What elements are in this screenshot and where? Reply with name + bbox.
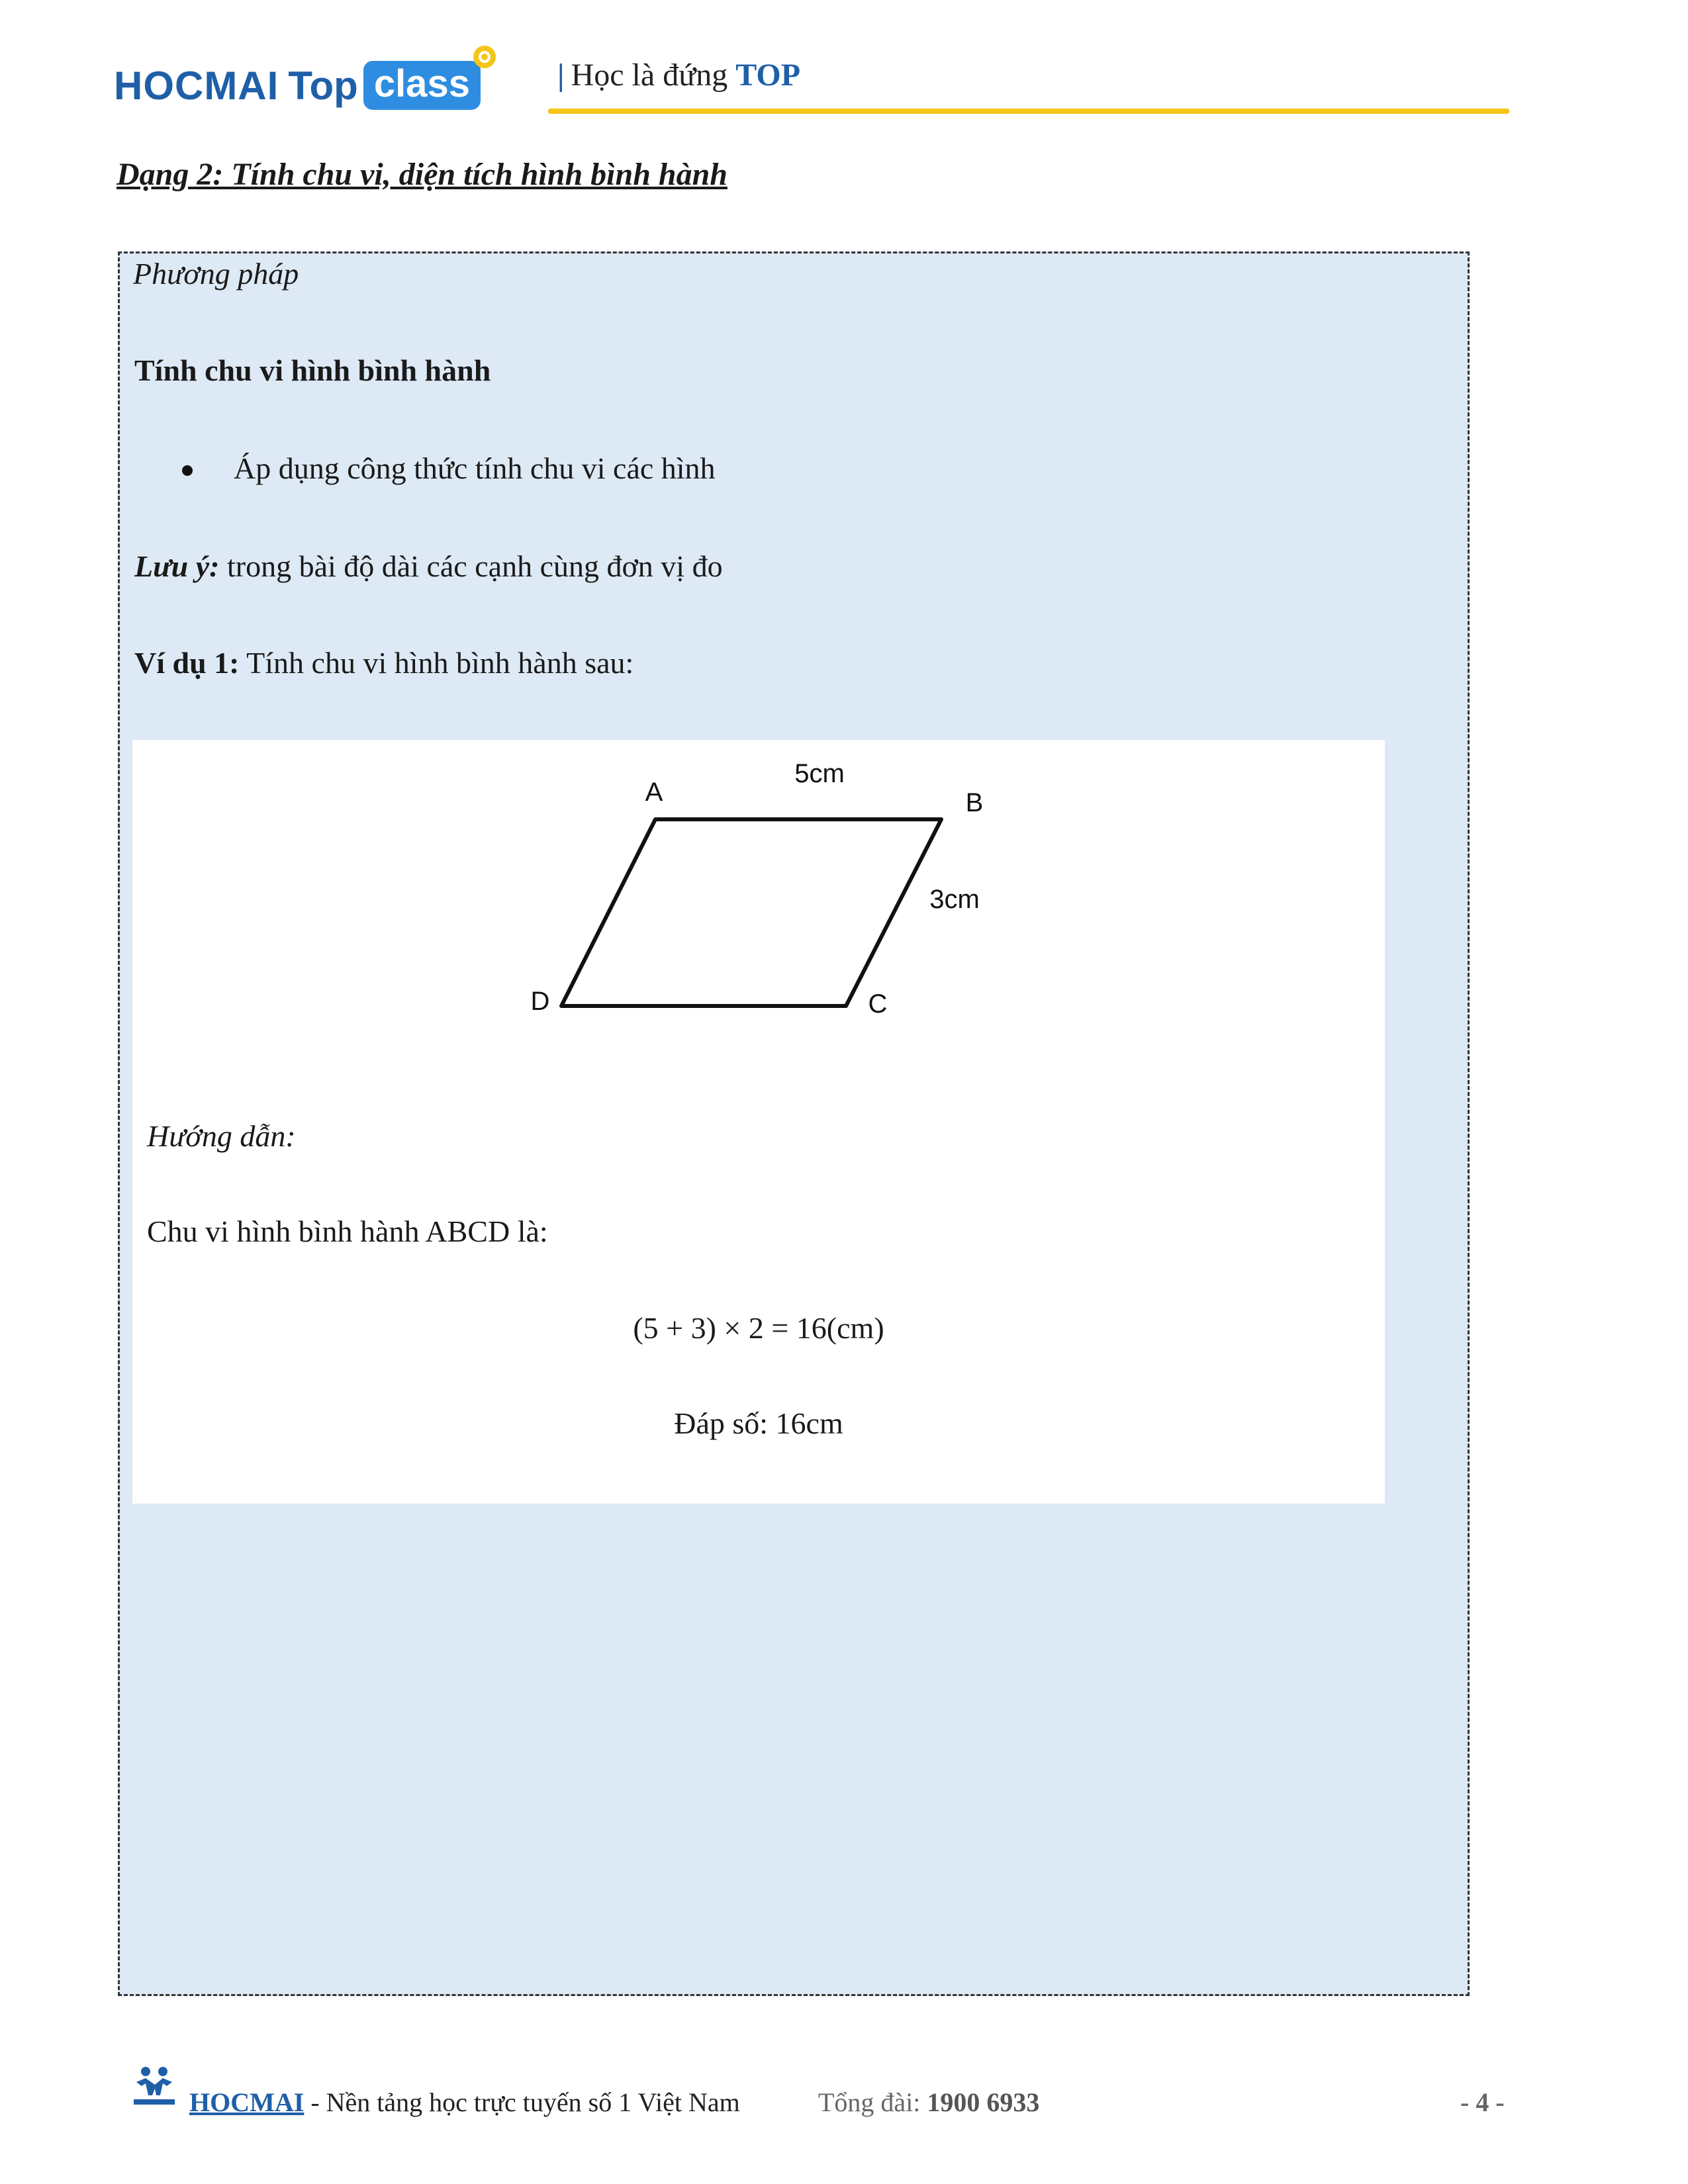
parallelogram-shape [561,819,941,1006]
method-heading: Tính chu vi hình bình hành [134,353,491,387]
side-bc-label: 3cm [929,885,980,914]
solution-formula: (5 + 3) × 2 = 16(cm) [633,1311,884,1345]
parallelogram-figure [132,740,1385,1084]
example-text: Tính chu vi hình bình hành sau: [246,646,634,680]
solution-intro: Chu vi hình bình hành ABCD là: [147,1214,548,1248]
example-label: Ví dụ 1: [134,646,240,680]
footer-brand-link[interactable]: HOCMAI [189,2087,305,2117]
note-line [134,549,723,584]
example-line [134,645,633,680]
section-title: Dạng 2: Tính chu vi, diện tích hình bình hành [117,157,727,192]
vertex-d-label: D [530,987,550,1016]
footer-slogan [189,2087,740,2118]
tagline-prefix: Học là đứng [571,58,728,93]
tagline-divider: | [557,58,565,93]
bullet-item: Áp dụng công thức tính chu vi các hình [234,451,716,485]
tagline-highlight: TOP [735,58,801,93]
note-label: Lưu ý: [134,549,220,583]
hotline-number: 1900 6933 [927,2087,1040,2117]
method-label: Phương pháp [133,257,299,291]
footer-slogan-text: - Nền tảng học trực tuyến số 1 Việt Nam [304,2087,740,2117]
hocmai-footer-logo-icon [131,2065,177,2107]
footer-hotline [818,2087,1039,2118]
vertex-a-label: A [645,778,663,807]
logo-top-text: Top [288,63,358,108]
flower-icon [471,44,498,70]
logo-class-text: class [373,62,470,105]
header-underline [548,109,1509,114]
side-ab-label: 5cm [794,759,845,788]
vertex-c-label: C [868,989,888,1019]
hocmai-topclass-logo [114,56,481,115]
example-panel [132,740,1385,1504]
bullet-dot-icon [182,465,193,476]
vertex-b-label: B [965,788,984,817]
page-number: - 4 - [1460,2087,1505,2117]
logo-class-badge [363,61,481,110]
note-text: trong bài độ dài các cạnh cùng đơn vị đo [226,549,723,583]
solution-answer: Đáp số: 16cm [674,1406,843,1440]
hotline-label: Tổng đài: [818,2087,927,2117]
header-tagline [557,57,800,93]
logo-hocmai-text: HOCMAI [114,63,279,108]
solution-label: Hướng dẫn: [147,1119,296,1153]
